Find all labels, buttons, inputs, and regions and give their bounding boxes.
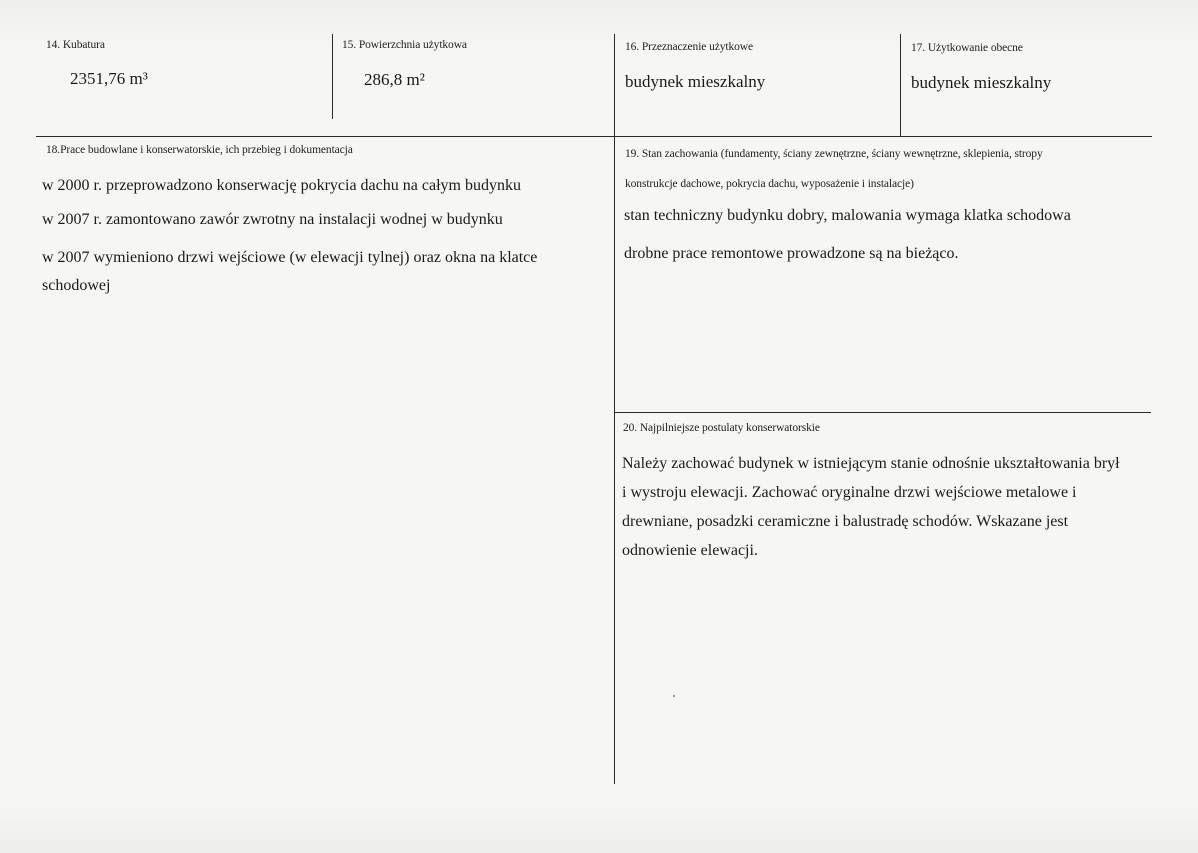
field-20-line-4: odnowienie elewacji. xyxy=(622,542,758,559)
field-18-entry-1: w 2000 r. przeprowadzono konserwację pokrycia dachu na całym budynku xyxy=(42,177,521,194)
field-20-line-2: i wystroju elewacji. Zachować oryginalne drzwi wejściowe metalowe i xyxy=(622,484,1077,501)
field-17-value: budynek mieszkalny xyxy=(911,73,1052,92)
field-18-entry-4: schodowej xyxy=(42,277,111,294)
field-15-value: 286,8 m² xyxy=(364,70,425,89)
field-16-label: 16. Przeznaczenie użytkowe xyxy=(625,41,753,53)
field-19-label-line-2: konstrukcje dachowe, pokrycia dachu, wyposażenie i instalacje) xyxy=(625,178,914,190)
field-17-label: 17. Użytkowanie obecne xyxy=(911,42,1023,54)
field-20-line-3: drewniane, posadzki ceramiczne i balustradę schodów. Wskazane jest xyxy=(622,513,1069,530)
paper-speck xyxy=(673,695,675,697)
field-18-label: 18.Prace budowlane i konserwatorskie, ich przebieg i dokumentacja xyxy=(46,144,353,156)
field-20-label: 20. Najpilniejsze postulaty konserwatorskie xyxy=(623,422,820,434)
divider-19-20 xyxy=(614,412,1151,413)
field-20-line-1: Należy zachować budynek w istniejącym stanie odnośnie ukształtowania brył xyxy=(622,455,1120,472)
field-18-entry-3: w 2007 wymieniono drzwi wejściowe (w elewacji tylnej) oraz okna na klatce xyxy=(42,249,538,266)
field-19-entry-1: stan techniczny budynku dobry, malowania wymaga klatka schodowa xyxy=(624,207,1071,224)
field-18-entry-2: w 2007 r. zamontowano zawór zwrotny na instalacji wodnej w budynku xyxy=(42,211,503,228)
field-14-label: 14. Kubatura xyxy=(46,39,105,51)
divider-center-vertical xyxy=(614,34,615,784)
field-16-value: budynek mieszkalny xyxy=(625,72,766,91)
field-15-label: 15. Powierzchnia użytkowa xyxy=(342,39,467,51)
field-14-value: 2351,76 m³ xyxy=(70,69,148,88)
divider-col-14-15 xyxy=(332,34,333,119)
divider-top-row-bottom xyxy=(36,136,1152,137)
divider-col-16-17 xyxy=(900,34,901,137)
field-19-entry-2: drobne prace remontowe prowadzone są na bieżąco. xyxy=(624,245,959,262)
field-19-label-line-1: 19. Stan zachowania (fundamenty, ściany zewnętrzne, ściany wewnętrzne, sklepienia, stropy xyxy=(625,148,1043,160)
